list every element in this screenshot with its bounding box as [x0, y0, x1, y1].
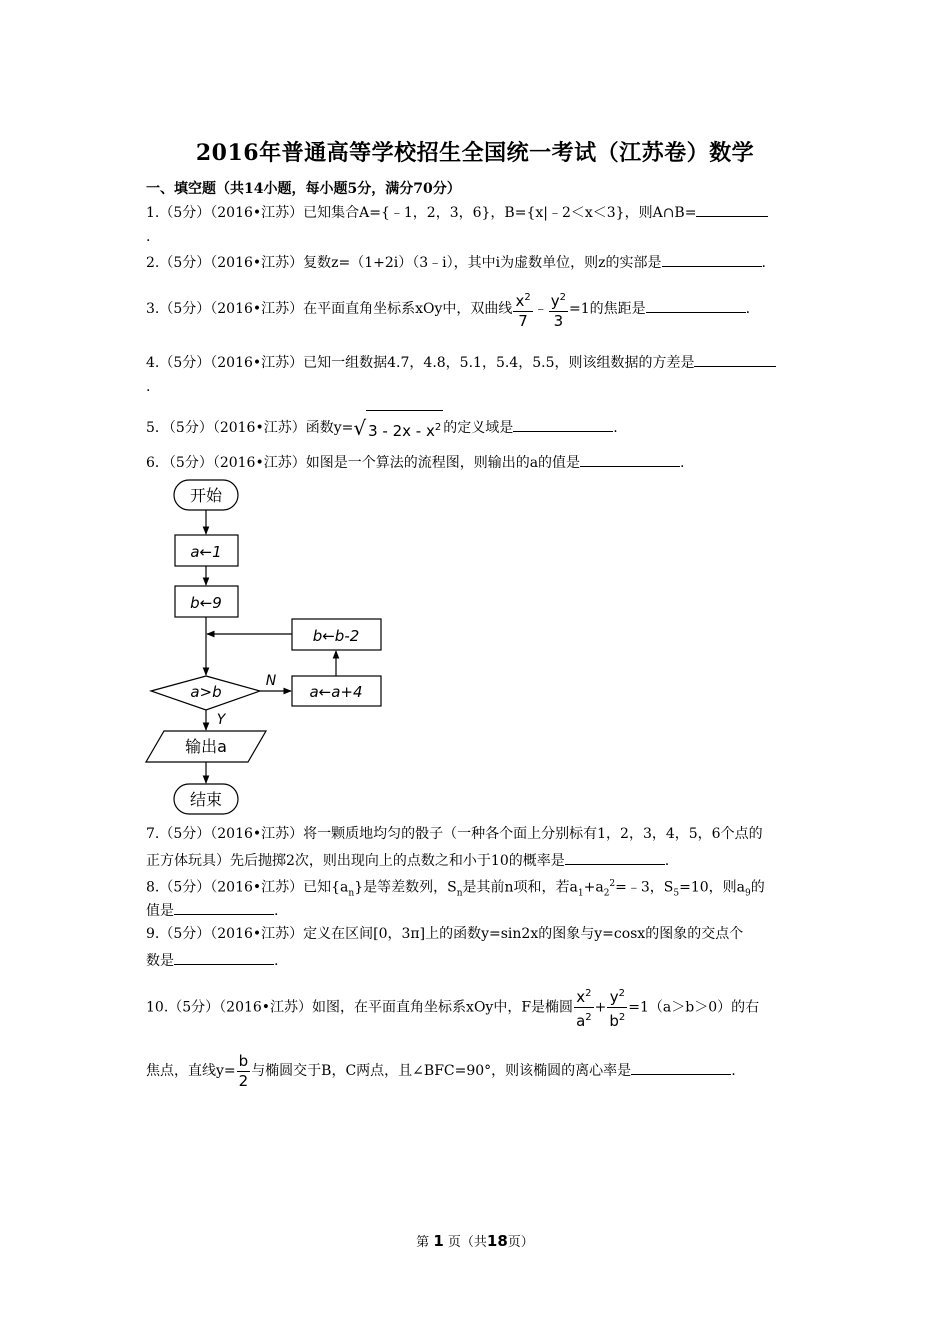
answer-blank	[174, 900, 274, 915]
question-1-tail: .	[146, 229, 151, 245]
question-10-line-1: 10.（5分）（2016•江苏）如图，在平面直角坐标系xOy中，F是椭圆 $\frac{x^2}{a^2}$ + $\frac{y^2}{b^2}$ =1（a＞b＞0）的右	[146, 984, 759, 1031]
page-number: 1	[433, 1232, 444, 1250]
question-6: 6．（5分）（2016•江苏）如图是一个算法的流程图，则输出的a的值是 .	[146, 452, 685, 472]
flow-output-label: 输出a	[185, 737, 227, 756]
page-footer: 第 1 页（共18页）	[416, 1232, 534, 1250]
answer-blank	[174, 950, 274, 965]
fraction-y2-over-3: $\frac{y^2}{3}$	[549, 288, 568, 331]
answer-blank	[513, 417, 613, 432]
question-9-line-2: 数是 .	[146, 950, 278, 970]
question-7-line-2: 正方体玩具）先后抛掷2次，则出现向上的点数之和小于10的概率是 .	[146, 850, 669, 870]
fraction-x2-over-a2: $\frac{x^2}{a^2}$	[574, 984, 594, 1031]
question-8-line-2: 值是 .	[146, 900, 278, 920]
fraction-b-over-2: $\frac{b}{2}$	[238, 1051, 249, 1090]
answer-blank	[694, 352, 776, 367]
question-1: 1.（5分）（2016•江苏）已知集合A={﹣1，2，3，6}，B={x|﹣2＜x＜3}，则A∩B=	[146, 202, 768, 222]
question-7-line-1: 7.（5分）（2016•江苏）将一颗质地均匀的骰子（一种各个面上分别标有1，2，3，4，5，6个点的	[146, 826, 763, 842]
question-8-line-1: 8.（5分）（2016•江苏）已知$\{a_n\}$是等差数列，$S_n$是其前n项和，若$a_1+a_2^2=﹣3$，$S_5=10$，则$a_9$的	[146, 879, 765, 899]
section-heading: 一、填空题（共14小题，每小题5分，满分70分）	[146, 181, 461, 197]
flow-end-label: 结束	[189, 790, 223, 809]
question-5: 5．（5分）（2016•江苏）函数y=√ $3 - 2x - x^2$ 的定义域是 .	[146, 410, 618, 446]
flow-start-label: 开始	[189, 486, 223, 505]
fraction-y2-over-b2: $\frac{y^2}{b^2}$	[607, 984, 627, 1031]
square-root-expression: √ $3 - 2x - x^2$	[353, 410, 443, 446]
algorithm-flowchart	[140, 476, 400, 821]
answer-blank	[662, 252, 762, 267]
flow-yes-label: Y	[216, 712, 226, 728]
question-10-line-2: 焦点，直线y= $\frac{b}{2}$ 与椭圆交于B，C两点，且∠BFC=90°，则该椭圆的离心率是 .	[146, 1051, 736, 1090]
answer-blank	[565, 850, 665, 865]
answer-blank	[646, 298, 746, 313]
answer-blank	[580, 452, 680, 467]
flow-a-update-label: a←a+4	[309, 683, 363, 701]
flow-b-init-label: b←9	[190, 594, 222, 612]
flow-b-update-label: b←b-2	[312, 627, 360, 645]
flow-a-init-label: a←1	[190, 543, 222, 561]
question-4-tail: .	[146, 379, 151, 395]
page-total: 18	[486, 1232, 508, 1250]
question-4: 4.（5分）（2016•江苏）已知一组数据4.7，4.8，5.1，5.4，5.5，则该组数据的方差是	[146, 352, 776, 372]
flow-no-label: N	[265, 673, 277, 689]
question-3: 3.（5分）（2016•江苏）在平面直角坐标系xOy中，双曲线 $\frac{x^2}{7}$ ﹣ $\frac{y^2}{3}$ =1的焦距是 .	[146, 286, 750, 332]
question-9-line-1: 9.（5分）（2016•江苏）定义在区间[0，3π]上的函数y=sin2x的图象与y=cosx的图象的交点个	[146, 926, 744, 942]
answer-blank	[696, 202, 768, 217]
fraction-x2-over-7: $\frac{x^2}{7}$	[513, 288, 532, 331]
flow-condition-label: a>b	[190, 683, 222, 701]
question-2: 2.（5分）（2016•江苏）复数z=（1+2i）（3﹣i），其中i为虚数单位，则z的实部是 .	[146, 252, 766, 272]
page-title: 2016年普通高等学校招生全国统一考试（江苏卷）数学	[195, 140, 755, 166]
answer-blank	[631, 1060, 731, 1075]
